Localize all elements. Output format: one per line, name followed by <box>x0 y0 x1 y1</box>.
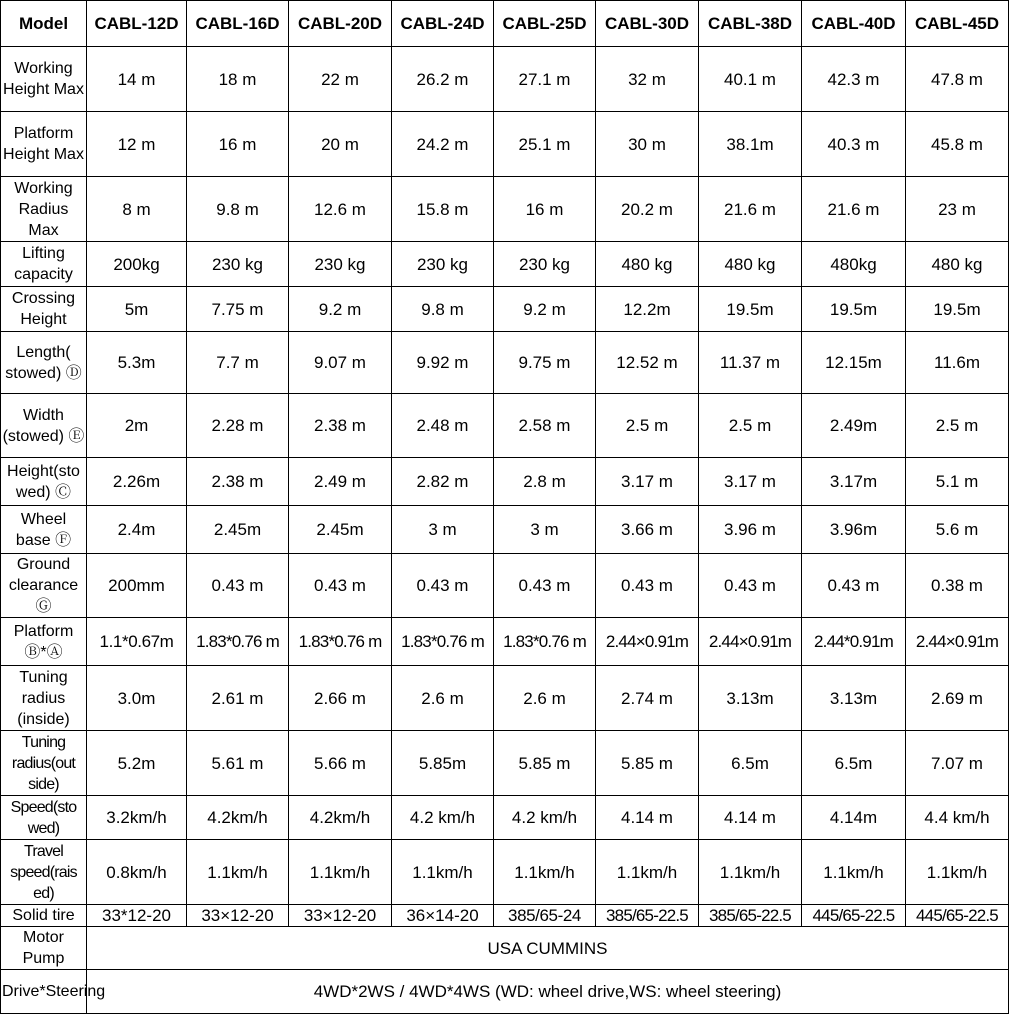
spec-cell: 21.6 m <box>802 177 906 242</box>
spec-cell: 2.5 m <box>596 394 699 458</box>
spec-row <box>1 796 1009 840</box>
spec-cell: 230 kg <box>187 242 289 287</box>
spec-cell: 2.28 m <box>187 394 289 458</box>
spec-cell: 5.6 m <box>906 506 1009 554</box>
spec-cell: 38.1m <box>699 112 802 177</box>
spec-cell: 0.38 m <box>906 554 1009 618</box>
spec-cell: 0.43 m <box>289 554 392 618</box>
merged-value-cell: USA CUMMINS <box>87 927 1009 970</box>
spec-cell: 1.1km/h <box>289 840 392 905</box>
row-label: Crossing Height <box>1 287 87 332</box>
spec-cell: 8 m <box>87 177 187 242</box>
spec-cell: 1.1km/h <box>596 840 699 905</box>
spec-cell: 0.43 m <box>392 554 494 618</box>
spec-cell: 1.1km/h <box>906 840 1009 905</box>
spec-cell: 385/65-24 <box>494 905 596 927</box>
spec-cell: 2.45m <box>289 506 392 554</box>
spec-cell: 230 kg <box>289 242 392 287</box>
spec-cell: 2.38 m <box>289 394 392 458</box>
spec-row <box>1 618 1009 666</box>
spec-cell: 40.3 m <box>802 112 906 177</box>
spec-cell: 385/65-22.5 <box>596 905 699 927</box>
spec-cell: 445/65-22.5 <box>802 905 906 927</box>
spec-row <box>1 47 1009 112</box>
row-label: Tuning radius (inside) <box>1 666 87 731</box>
spec-cell: 32 m <box>596 47 699 112</box>
spec-cell: 0.43 m <box>699 554 802 618</box>
spec-cell: 19.5m <box>699 287 802 332</box>
spec-cell: 30 m <box>596 112 699 177</box>
spec-cell: 2.44×0.91m <box>699 618 802 666</box>
spec-cell: 5.61 m <box>187 731 289 796</box>
spec-row <box>1 242 1009 287</box>
spec-cell: 3.17m <box>802 458 906 506</box>
spec-cell: 4.4 km/h <box>906 796 1009 840</box>
spec-cell: 20.2 m <box>596 177 699 242</box>
spec-cell: 2.45m <box>187 506 289 554</box>
model-header-cell: CABL-16D <box>187 1 289 47</box>
spec-cell: 2.66 m <box>289 666 392 731</box>
spec-cell: 1.83*0.76 m <box>392 618 494 666</box>
model-header-cell: CABL-24D <box>392 1 494 47</box>
spec-cell: 5.85 m <box>596 731 699 796</box>
spec-cell: 230 kg <box>494 242 596 287</box>
row-label: Length( stowed) Ⓓ <box>1 332 87 394</box>
spec-cell: 33*12-20 <box>87 905 187 927</box>
spec-cell: 2.61 m <box>187 666 289 731</box>
spec-cell: 5.3m <box>87 332 187 394</box>
spec-cell: 33×12-20 <box>289 905 392 927</box>
row-label: Solid tire <box>1 905 87 927</box>
spec-cell: 19.5m <box>906 287 1009 332</box>
spec-cell: 5.2m <box>87 731 187 796</box>
spec-cell: 3 m <box>494 506 596 554</box>
spec-cell: 0.43 m <box>596 554 699 618</box>
spec-cell: 23 m <box>906 177 1009 242</box>
spec-cell: 2.49m <box>802 394 906 458</box>
merged-value-cell: 4WD*2WS / 4WD*4WS (WD: wheel drive,WS: wheel steering) <box>87 970 1009 1014</box>
spec-cell: 24.2 m <box>392 112 494 177</box>
spec-cell: 26.2 m <box>392 47 494 112</box>
spec-cell: 5.85m <box>392 731 494 796</box>
spec-cell: 2.48 m <box>392 394 494 458</box>
spec-cell: 11.6m <box>906 332 1009 394</box>
spec-cell: 6.5m <box>802 731 906 796</box>
merged-row <box>1 970 1009 1014</box>
model-header: Model <box>1 1 87 47</box>
spec-cell: 9.8 m <box>392 287 494 332</box>
spec-cell: 9.2 m <box>289 287 392 332</box>
spec-cell: 3.2km/h <box>87 796 187 840</box>
spec-cell: 1.83*0.76 m <box>494 618 596 666</box>
spec-cell: 2.44×0.91m <box>906 618 1009 666</box>
spec-cell: 3.66 m <box>596 506 699 554</box>
row-label: Platform Height Max <box>1 112 87 177</box>
spec-cell: 0.43 m <box>187 554 289 618</box>
spec-cell: 480kg <box>802 242 906 287</box>
spec-row <box>1 394 1009 458</box>
spec-cell: 200kg <box>87 242 187 287</box>
spec-cell: 480 kg <box>906 242 1009 287</box>
spec-cell: 47.8 m <box>906 47 1009 112</box>
spec-cell: 18 m <box>187 47 289 112</box>
spec-cell: 3.13m <box>802 666 906 731</box>
spec-cell: 7.7 m <box>187 332 289 394</box>
spec-cell: 0.43 m <box>802 554 906 618</box>
spec-cell: 16 m <box>494 177 596 242</box>
row-label: Motor Pump <box>1 927 87 970</box>
spec-cell: 2.6 m <box>494 666 596 731</box>
spec-cell: 21.6 m <box>699 177 802 242</box>
spec-cell: 27.1 m <box>494 47 596 112</box>
spec-cell: 40.1 m <box>699 47 802 112</box>
spec-cell: 2.8 m <box>494 458 596 506</box>
spec-cell: 4.2 km/h <box>392 796 494 840</box>
spec-row <box>1 840 1009 905</box>
spec-cell: 5.66 m <box>289 731 392 796</box>
spec-cell: 1.1km/h <box>802 840 906 905</box>
spec-cell: 12.6 m <box>289 177 392 242</box>
model-header-cell: CABL-20D <box>289 1 392 47</box>
spec-cell: 1.1km/h <box>187 840 289 905</box>
spec-cell: 12.52 m <box>596 332 699 394</box>
spec-cell: 3.96m <box>802 506 906 554</box>
spec-cell: 25.1 m <box>494 112 596 177</box>
spec-cell: 3.17 m <box>596 458 699 506</box>
spec-cell: 42.3 m <box>802 47 906 112</box>
row-label: Tuning radius(out side) <box>1 731 87 796</box>
spec-cell: 2.82 m <box>392 458 494 506</box>
spec-cell: 3.13m <box>699 666 802 731</box>
spec-cell: 11.37 m <box>699 332 802 394</box>
spec-cell: 14 m <box>87 47 187 112</box>
spec-cell: 7.75 m <box>187 287 289 332</box>
spec-cell: 4.2 km/h <box>494 796 596 840</box>
spec-cell: 480 kg <box>699 242 802 287</box>
spec-cell: 5.85 m <box>494 731 596 796</box>
spec-cell: 0.8km/h <box>87 840 187 905</box>
spec-row <box>1 506 1009 554</box>
model-header-cell: CABL-25D <box>494 1 596 47</box>
row-label: Lifting capacity <box>1 242 87 287</box>
spec-cell: 2.74 m <box>596 666 699 731</box>
row-label: Width (stowed) Ⓔ <box>1 394 87 458</box>
row-label: Working Height Max <box>1 47 87 112</box>
spec-cell: 0.43 m <box>494 554 596 618</box>
spec-row <box>1 287 1009 332</box>
spec-cell: 2m <box>87 394 187 458</box>
spec-cell: 12.2m <box>596 287 699 332</box>
spec-cell: 3.17 m <box>699 458 802 506</box>
spec-cell: 5m <box>87 287 187 332</box>
row-label: Travel speed(rais ed) <box>1 840 87 905</box>
spec-cell: 4.2km/h <box>289 796 392 840</box>
spec-cell: 4.14 m <box>596 796 699 840</box>
spec-cell: 2.38 m <box>187 458 289 506</box>
row-label: Drive*Steering <box>1 970 87 1014</box>
row-label: Speed(sto wed) <box>1 796 87 840</box>
row-label: Platform Ⓑ*Ⓐ <box>1 618 87 666</box>
model-header-cell: CABL-38D <box>699 1 802 47</box>
model-header-cell: CABL-40D <box>802 1 906 47</box>
spec-cell: 12 m <box>87 112 187 177</box>
spec-cell: 1.83*0.76 m <box>289 618 392 666</box>
model-header-cell: CABL-12D <box>87 1 187 47</box>
spec-cell: 3 m <box>392 506 494 554</box>
spec-cell: 9.92 m <box>392 332 494 394</box>
spec-cell: 36×14-20 <box>392 905 494 927</box>
spec-cell: 2.6 m <box>392 666 494 731</box>
spec-cell: 1.1km/h <box>494 840 596 905</box>
spec-row <box>1 731 1009 796</box>
spec-cell: 1.1*0.67m <box>87 618 187 666</box>
spec-cell: 7.07 m <box>906 731 1009 796</box>
spec-cell: 19.5m <box>802 287 906 332</box>
spec-cell: 230 kg <box>392 242 494 287</box>
merged-row <box>1 927 1009 970</box>
spec-cell: 2.58 m <box>494 394 596 458</box>
spec-cell: 4.14m <box>802 796 906 840</box>
model-header-cell: CABL-45D <box>906 1 1009 47</box>
spec-cell: 20 m <box>289 112 392 177</box>
spec-cell: 9.07 m <box>289 332 392 394</box>
row-label: Working Radius Max <box>1 177 87 242</box>
spec-cell: 22 m <box>289 47 392 112</box>
spec-row <box>1 332 1009 394</box>
spec-cell: 385/65-22.5 <box>699 905 802 927</box>
spec-cell: 2.69 m <box>906 666 1009 731</box>
spec-cell: 445/65-22.5 <box>906 905 1009 927</box>
spec-cell: 15.8 m <box>392 177 494 242</box>
row-label: Height(sto wed) Ⓒ <box>1 458 87 506</box>
spec-cell: 480 kg <box>596 242 699 287</box>
spec-cell: 5.1 m <box>906 458 1009 506</box>
spec-cell: 2.49 m <box>289 458 392 506</box>
spec-cell: 1.83*0.76 m <box>187 618 289 666</box>
spec-row <box>1 112 1009 177</box>
spec-cell: 3.96 m <box>699 506 802 554</box>
spec-cell: 1.1km/h <box>392 840 494 905</box>
model-header-cell: CABL-30D <box>596 1 699 47</box>
spec-cell: 4.2km/h <box>187 796 289 840</box>
spec-cell: 16 m <box>187 112 289 177</box>
spec-cell: 1.1km/h <box>699 840 802 905</box>
spec-row <box>1 905 1009 927</box>
spec-cell: 200mm <box>87 554 187 618</box>
spec-row <box>1 666 1009 731</box>
spec-cell: 45.8 m <box>906 112 1009 177</box>
spec-cell: 3.0m <box>87 666 187 731</box>
table-body <box>1 47 1009 1014</box>
spec-row <box>1 177 1009 242</box>
row-label: Ground clearance Ⓖ <box>1 554 87 618</box>
spec-cell: 2.44*0.91m <box>802 618 906 666</box>
spec-cell: 12.15m <box>802 332 906 394</box>
spec-cell: 33×12-20 <box>187 905 289 927</box>
spec-cell: 2.5 m <box>906 394 1009 458</box>
spec-row <box>1 554 1009 618</box>
spec-cell: 9.2 m <box>494 287 596 332</box>
row-label: Wheel base Ⓕ <box>1 506 87 554</box>
spec-cell: 2.26m <box>87 458 187 506</box>
spec-row <box>1 458 1009 506</box>
spec-cell: 9.8 m <box>187 177 289 242</box>
header-row <box>1 1 1009 47</box>
spec-cell: 6.5m <box>699 731 802 796</box>
spec-cell: 2.5 m <box>699 394 802 458</box>
spec-cell: 9.75 m <box>494 332 596 394</box>
spec-cell: 2.44×0.91m <box>596 618 699 666</box>
spec-cell: 2.4m <box>87 506 187 554</box>
spec-cell: 4.14 m <box>699 796 802 840</box>
